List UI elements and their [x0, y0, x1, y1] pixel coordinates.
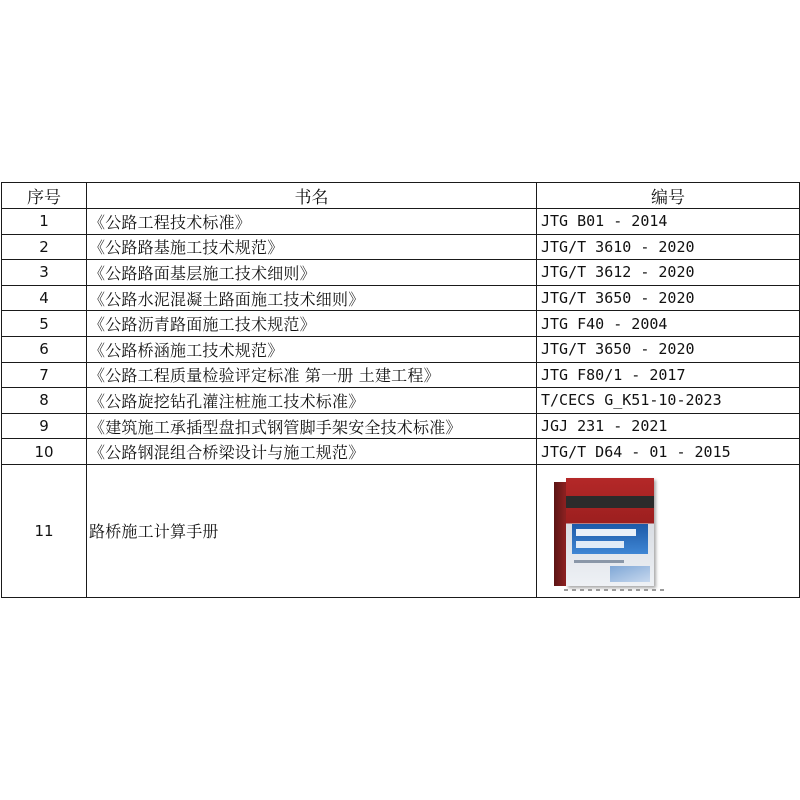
row-name: 《公路水泥混凝土路面施工技术细则》	[87, 285, 537, 311]
row-name: 《公路路面基层施工技术细则》	[87, 260, 537, 286]
row-name: 《公路钢混组合桥梁设计与施工规范》	[87, 439, 537, 465]
row-no: 10	[2, 439, 87, 465]
row-code: JTG/T 3610 - 2020	[537, 234, 800, 260]
table-row	[2, 439, 800, 465]
row-no: 9	[2, 413, 87, 439]
row-code: JTG B01 - 2014	[537, 209, 800, 235]
row-no: 5	[2, 311, 87, 337]
book-reflection	[564, 589, 664, 591]
row-code: JTG F40 - 2004	[537, 311, 800, 337]
row-name: 《公路沥青路面施工技术规范》	[87, 311, 537, 337]
row-code: T/CECS G_K51-10-2023	[537, 388, 800, 414]
row-name: 路桥施工计算手册	[87, 464, 537, 597]
table-header-row	[2, 183, 800, 209]
row-no: 1	[2, 209, 87, 235]
book-bridge-graphic	[610, 566, 650, 582]
row-no: 2	[2, 234, 87, 260]
book-band	[566, 496, 654, 508]
row-name: 《公路工程技术标准》	[87, 209, 537, 235]
row-code: JTG F80/1 - 2017	[537, 362, 800, 388]
row-name: 《公路路基施工技术规范》	[87, 234, 537, 260]
row-no: 8	[2, 388, 87, 414]
book-cover-image	[554, 478, 654, 586]
row-no: 3	[2, 260, 87, 286]
book-stripe	[574, 560, 624, 563]
row-name: 《公路桥涵施工技术规范》	[87, 336, 537, 362]
header-code: 编号	[537, 183, 800, 209]
row-name: 《建筑施工承插型盘扣式钢管脚手架安全技术标准》	[87, 413, 537, 439]
table-row	[2, 234, 800, 260]
table-row	[2, 260, 800, 286]
table-row	[2, 413, 800, 439]
table-row	[2, 362, 800, 388]
book-cover-wrapper	[537, 465, 800, 597]
table-row	[2, 388, 800, 414]
table-row	[2, 209, 800, 235]
row-code: JGJ 231 - 2021	[537, 413, 800, 439]
row-name: 《公路工程质量检验评定标准 第一册 土建工程》	[87, 362, 537, 388]
standards-table	[1, 182, 800, 598]
row-no: 6	[2, 336, 87, 362]
row-code-image-cell	[537, 464, 800, 597]
row-no: 11	[2, 464, 87, 597]
header-name: 书名	[87, 183, 537, 209]
row-code: JTG/T 3612 - 2020	[537, 260, 800, 286]
row-no: 7	[2, 362, 87, 388]
book-spine	[554, 482, 566, 586]
book-title-block	[572, 524, 648, 554]
row-code: JTG/T 3650 - 2020	[537, 336, 800, 362]
table-row	[2, 464, 800, 597]
row-name: 《公路旋挖钻孔灌注桩施工技术标准》	[87, 388, 537, 414]
row-no: 4	[2, 285, 87, 311]
row-code: JTG/T 3650 - 2020	[537, 285, 800, 311]
table-row	[2, 311, 800, 337]
table-row	[2, 285, 800, 311]
row-code: JTG/T D64 - 01 - 2015	[537, 439, 800, 465]
book-front-cover	[566, 478, 654, 586]
table-row	[2, 336, 800, 362]
header-no: 序号	[2, 183, 87, 209]
